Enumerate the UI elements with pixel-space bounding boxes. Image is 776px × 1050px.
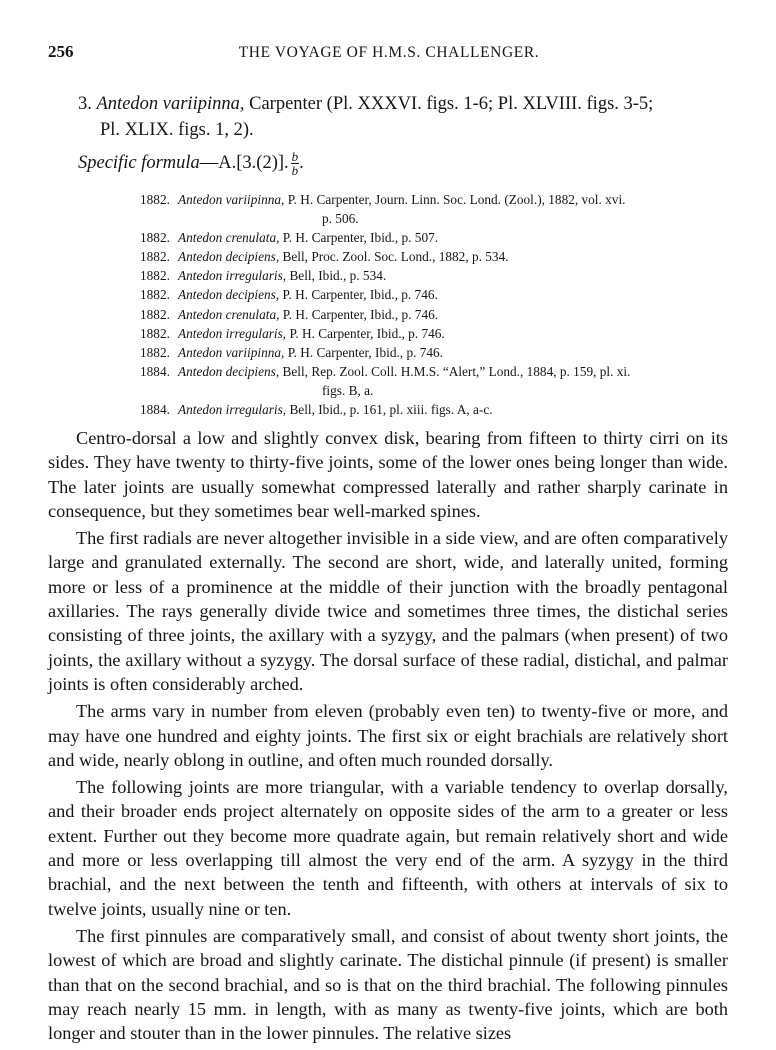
synonymy-entry [140, 190, 730, 228]
synonymy-entry [140, 305, 730, 324]
synonymy-name: Antedon decipiens, [178, 363, 280, 379]
synonymy-reference: P. H. Carpenter, Ibid., p. 507. [282, 230, 439, 246]
synonymy-reference: Bell, Rep. Zool. Coll. H.M.S. “Alert,” Lond., 1884, p. 159, pl. xi. [282, 363, 631, 379]
synonymy-reference: P. H. Carpenter, Ibid., p. 746. [282, 306, 439, 322]
synonymy-name: Antedon decipiens, [178, 249, 280, 265]
synonymy-entry [140, 285, 730, 304]
formula-end: . [299, 152, 304, 173]
synonymy-name: Antedon crenulata, [178, 306, 280, 322]
paragraph: Centro-dorsal a low and slightly convex disk, bearing from fifteen to thirty cirri on its sides. They have twenty to thirty-five joints, some of the lower ones being longer than wide. The later joints are usually somewhat compressed laterally and rather sharply carinate in consequence, but they sometimes bear well-marked spines. [48, 428, 728, 521]
species-number: 3. [78, 94, 92, 114]
formula-denominator: b [291, 163, 299, 178]
formula-label: Specific formula [78, 152, 200, 173]
paragraph: The following joints are more triangular, with a variable tendency to overlap dorsally, and their broader ends project alternately on opposite sides of the arm to a greater or less extent. Further out they become more quadrate again, but remain relatively short and wide and more or less overlapping till almost the very end of the arm. A syzygy in the third brachial, and the next between the tenth and fifteenth, with others at intervals of six to twelve joints, usually nine or ten. [48, 777, 728, 919]
synonymy-year: 1882. [140, 325, 170, 341]
synonymy-name: Antedon decipiens, [178, 287, 280, 303]
synonymy-name: Antedon variipinna, [178, 344, 285, 360]
synonymy-entry [140, 266, 730, 285]
synonymy-year: 1882. [140, 230, 170, 246]
paragraph: The arms vary in number from eleven (probably even ten) to twenty-five or more, and may have one hundred and eighty joints. The first six or eight brachials are relatively short and wide, nearly oblong in outline, and often much rounded dorsally. [48, 701, 728, 770]
synonymy-reference: P. H. Carpenter, Journ. Linn. Soc. Lond. (Zool.), 1882, vol. xvi. [287, 192, 626, 207]
synonymy-reference: Bell, Ibid., p. 161, pl. xiii. figs. A, a-c. [289, 402, 493, 418]
synonymy-reference: Bell, Ibid., p. 534. [289, 268, 387, 284]
species-references-continued: Pl. XLIX. figs. 1, 2). [100, 120, 254, 140]
species-references: Carpenter (Pl. XXXVI. figs. 1-6; Pl. XLVIII. figs. 3-5; [249, 94, 654, 114]
synonymy-year: 1884. [140, 363, 170, 379]
species-heading [78, 91, 738, 143]
synonymy-reference: P. H. Carpenter, Ibid., p. 746. [289, 325, 445, 341]
synonymy-year: 1882. [140, 306, 170, 322]
specific-formula [78, 150, 304, 177]
synonymy-entry [140, 362, 730, 400]
synonymy-reference: P. H. Carpenter, Ibid., p. 746. [287, 344, 444, 360]
species-name: Antedon variipinna, [96, 94, 245, 114]
formula-dash: — [199, 152, 219, 173]
synonymy-entry [140, 324, 730, 343]
formula-numerator: b [291, 149, 299, 164]
synonymy-reference: Bell, Proc. Zool. Soc. Lond., 1882, p. 534. [282, 249, 509, 265]
synonymy-year: 1884. [140, 402, 170, 418]
synonymy-list [140, 190, 730, 419]
synonymy-year: 1882. [140, 249, 170, 265]
synonymy-name: Antedon crenulata, [178, 230, 280, 246]
synonymy-year: 1882. [140, 344, 170, 360]
description-text [48, 426, 728, 1045]
synonymy-name: Antedon variipinna, [178, 192, 285, 207]
synonymy-name: Antedon irregularis, [178, 325, 287, 341]
paragraph: The first radials are never altogether invisible in a side view, and are often comparatively large and granulated externally. The second are short, wide, and laterally united, forming more or less of a prominence at the middle of their junction with the broadly pentagonal axillaries. The rays generally divide twice and sometimes three times, the distichal series consisting of three joints, the axillary with a syzygy, and the palmars (when present) of two joints, the axillary without a syzygy. The dorsal surface of these radial, distichal, and palmar joints is often considerably arched. [48, 528, 728, 694]
page-number: 256 [48, 42, 74, 61]
synonymy-reference: P. H. Carpenter, Ibid., p. 746. [282, 287, 438, 303]
journal-title: THE VOYAGE OF H.M.S. CHALLENGER. [238, 44, 540, 61]
synonymy-name: Antedon irregularis, [178, 268, 287, 284]
synonymy-year: 1882. [140, 287, 170, 303]
synonymy-entry [140, 228, 730, 247]
running-head [48, 42, 730, 66]
formula-fraction [291, 150, 300, 177]
synonymy-entry [140, 400, 730, 419]
synonymy-name: Antedon irregularis, [178, 402, 287, 418]
synonymy-entry [140, 343, 730, 362]
synonymy-year: 1882. [140, 268, 170, 284]
synonymy-reference-continued: p. 506. [322, 211, 359, 227]
formula-expression: A.[3.(2)]. [218, 152, 289, 173]
synonymy-reference-continued: figs. B, a. [322, 382, 374, 398]
synonymy-year: 1882. [140, 192, 170, 207]
synonymy-entry [140, 247, 730, 266]
paragraph: The first pinnules are comparatively small, and consist of about twenty short joints, the lowest of which are broad and slightly carinate. The distichal pinnule (if present) is smaller than that on the second brachial, and so is that on the third brachial. The following pinnules may reach nearly 15 mm. in length, with as many as twenty-five joints, which are both longer and stouter than in the lower pinnules. The relative sizes [48, 925, 728, 1044]
